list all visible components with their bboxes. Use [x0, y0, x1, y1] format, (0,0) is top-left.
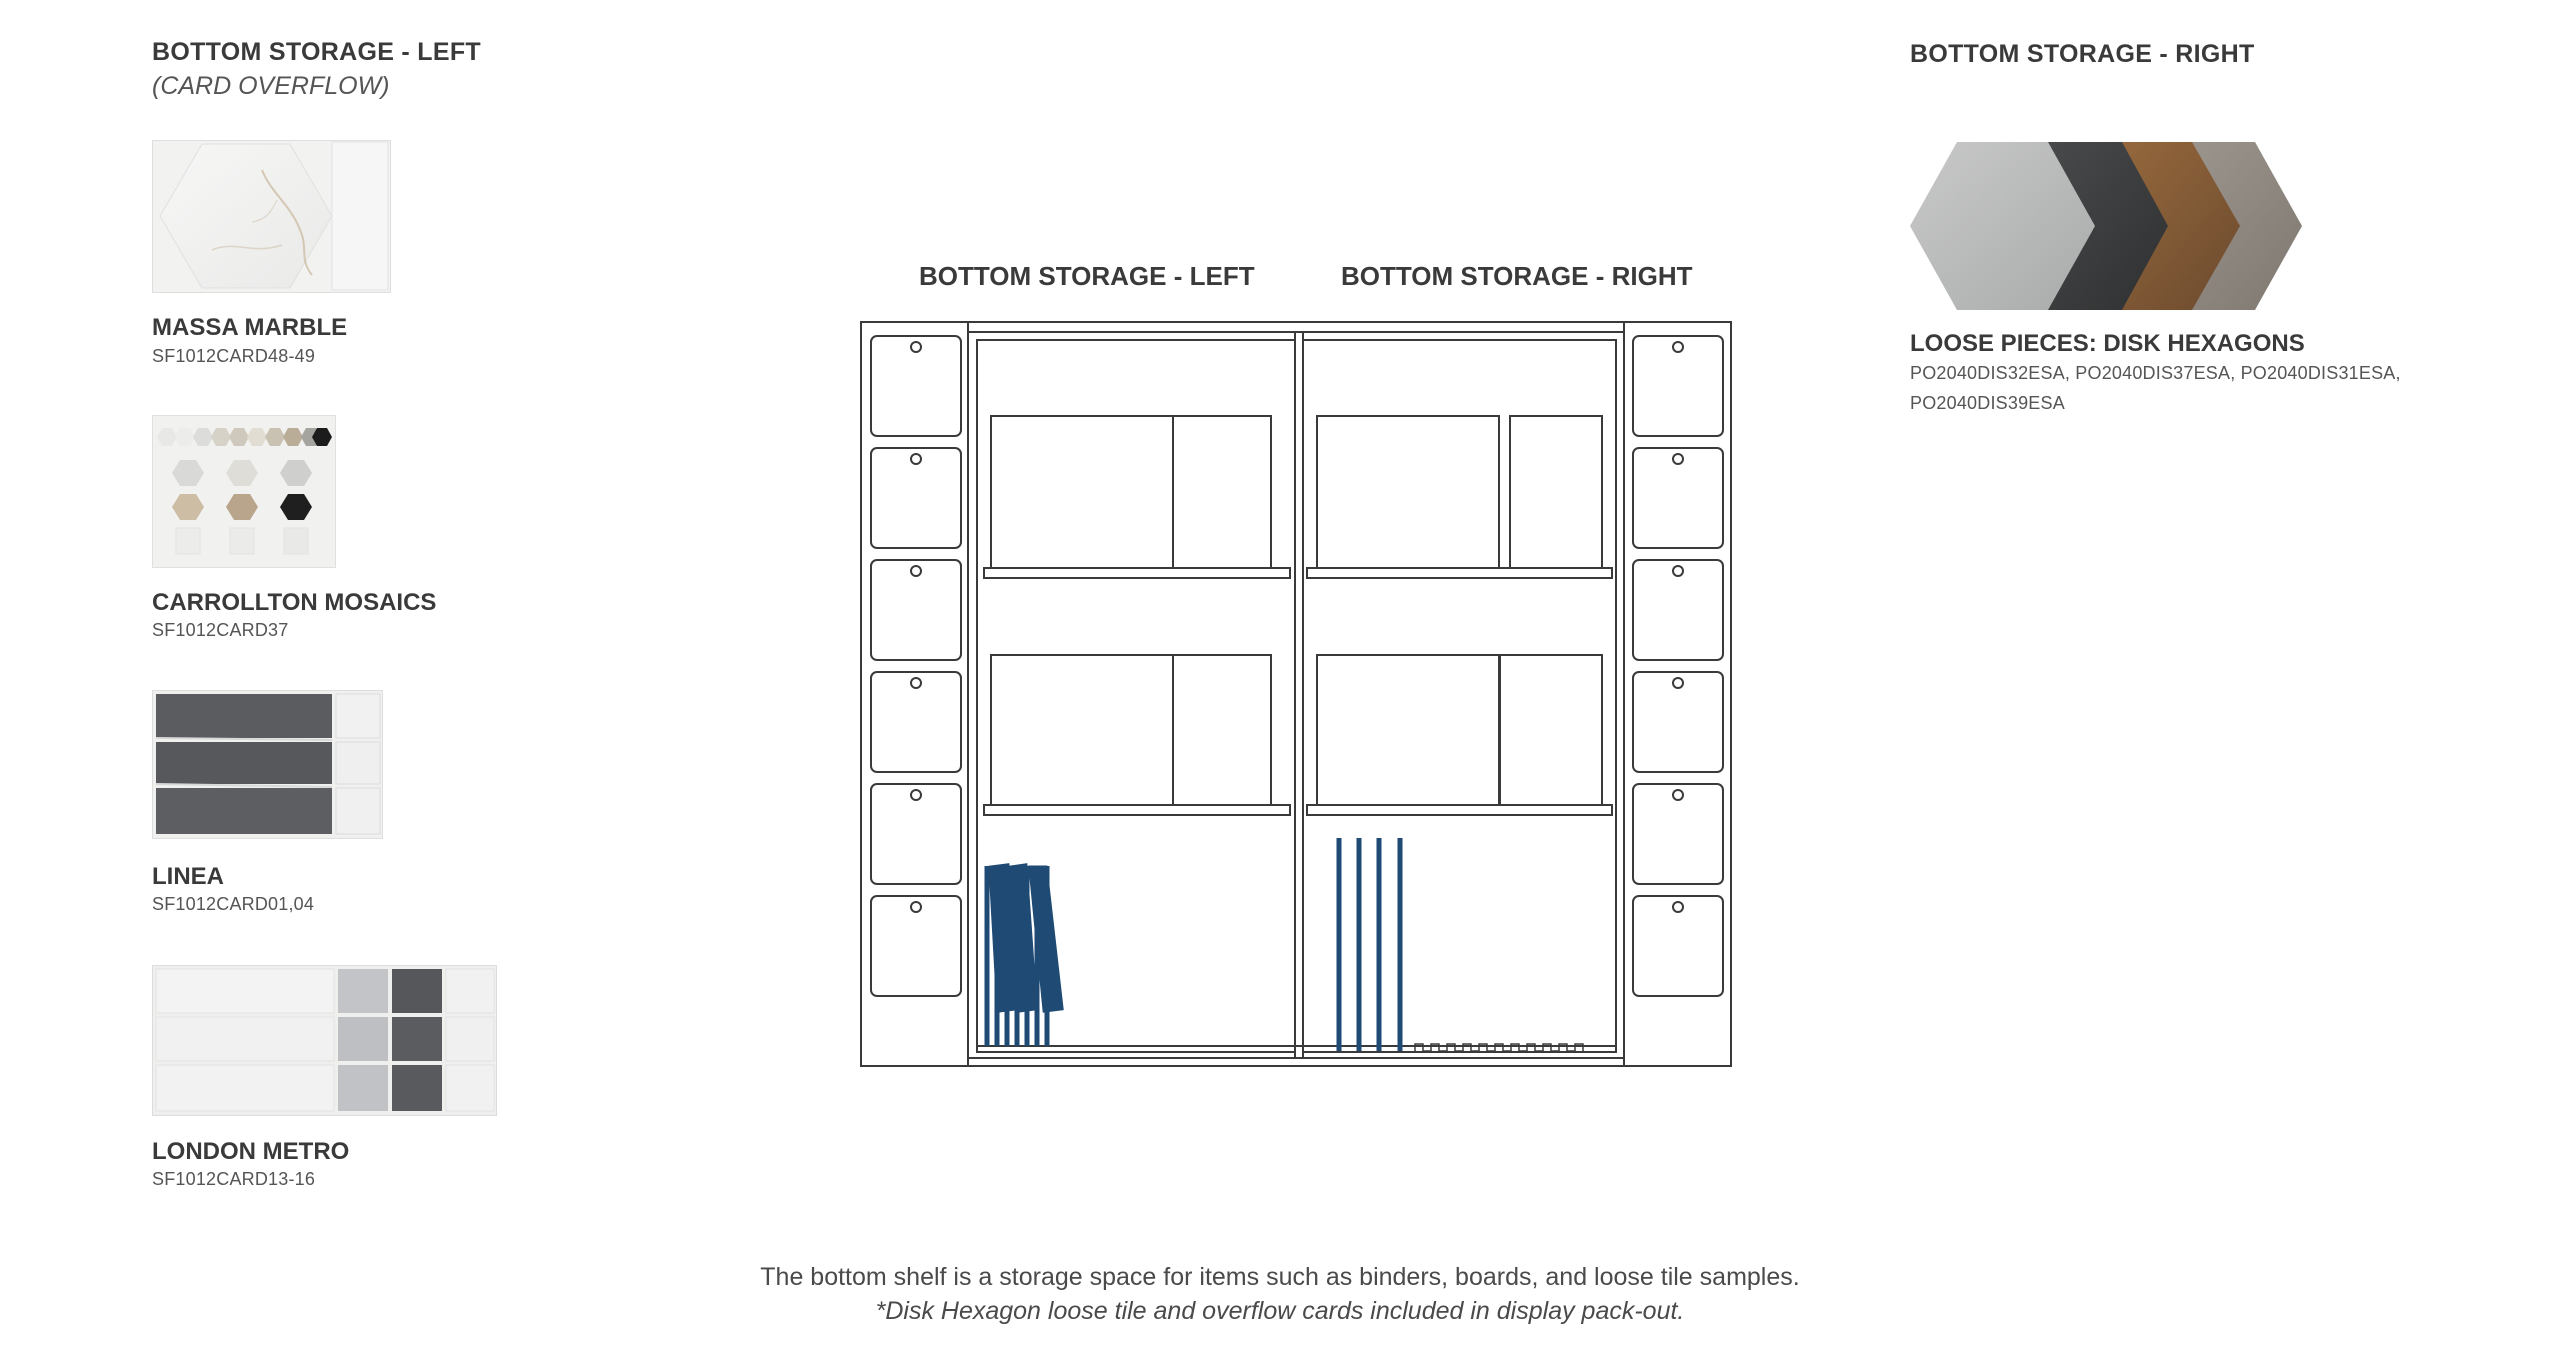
storage-cabinet-diagram [855, 318, 1735, 1070]
item-name-london-metro: LONDON METRO [152, 1138, 350, 1165]
item-name-disk-hexagons: LOOSE PIECES: DISK HEXAGONS [1910, 330, 2305, 357]
footer-note: The bottom shelf is a storage space for items such as binders, boards, and loose tile samples. [760, 1263, 1800, 1291]
right-panel-title: BOTTOM STORAGE - RIGHT [1910, 40, 2255, 68]
london-metro-swatch [152, 965, 498, 1117]
item-code-london-metro: SF1012CARD13-16 [152, 1169, 316, 1189]
disk-hexagons-codes-line1: PO2040DIS32ESA, PO2040DIS37ESA, PO2040DIS31ESA, [1910, 363, 2401, 383]
diagram-label-right: BOTTOM STORAGE - RIGHT [1341, 261, 1693, 291]
item-name-linea: LINEA [152, 863, 224, 890]
leaning-cards-left [987, 866, 1061, 1046]
diagram-label-left: BOTTOM STORAGE - LEFT [919, 261, 1255, 291]
item-code-massa-marble: SF1012CARD48-49 [152, 346, 316, 366]
disk-hexagons-codes [1910, 358, 2470, 418]
footer-disclaimer: *Disk Hexagon loose tile and overflow cards included in display pack-out. [875, 1297, 1685, 1325]
item-code-carrollton-mosaics: SF1012CARD37 [152, 620, 289, 640]
linea-swatch [152, 690, 384, 840]
disk-hexagons-codes-line2: PO2040DIS39ESA [1910, 393, 2065, 413]
left-panel-title: BOTTOM STORAGE - LEFT [152, 38, 481, 66]
carrollton-mosaics-swatch [152, 415, 337, 570]
left-panel-subtitle: (CARD OVERFLOW) [152, 72, 390, 100]
standing-boards-right [1339, 838, 1400, 1051]
item-name-carrollton-mosaics: CARROLLTON MOSAICS [152, 589, 437, 616]
disk-hexagons-swatch [1910, 142, 2302, 310]
item-name-massa-marble: MASSA MARBLE [152, 314, 348, 341]
massa-marble-swatch [152, 140, 392, 295]
item-code-linea: SF1012CARD01,04 [152, 894, 315, 914]
